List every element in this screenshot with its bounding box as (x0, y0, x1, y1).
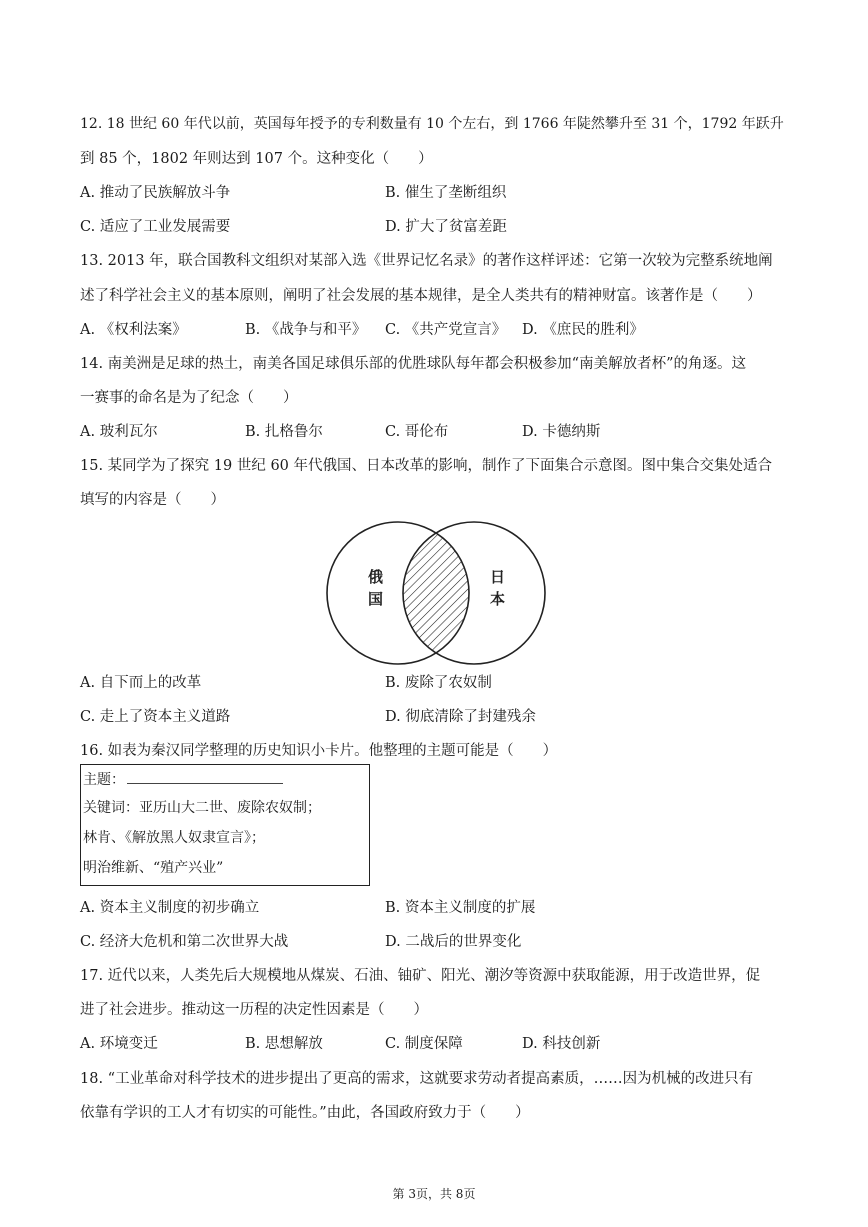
card-topic-label: 主题： (83, 772, 125, 788)
q12-option-c[interactable]: C. 适应了工业发展需要 (80, 219, 231, 235)
q12-option-a[interactable]: A. 推动了民族解放斗争 (80, 185, 231, 201)
q12-option-d[interactable]: D. 扩大了贫富差距 (385, 219, 507, 235)
venn-right-label-1: 日 (490, 568, 506, 586)
page-footer: 第 3页，共 8页 (392, 1187, 476, 1201)
q16-option-b[interactable]: B. 资本主义制度的扩展 (385, 900, 536, 916)
q14-option-b[interactable]: B. 扎格鲁尔 (245, 424, 323, 440)
card-keywords-3: 明治维新、“殖产兴业” (83, 860, 224, 876)
q17-option-d[interactable]: D. 科技创新 (522, 1036, 601, 1052)
q17-stem-line2: 进了社会进步。推动这一历程的决定性因素是（ ） (80, 1002, 428, 1018)
venn-svg (318, 518, 554, 668)
q13-option-c[interactable]: C. 《共产党宣言》 (385, 322, 507, 338)
q12-stem-line1: 12. 18 世纪 60 年代以前，英国每年授予的专利数量有 10 个左右，到 1766 年陡然攀升至 31 个，1792 年跃升 (80, 116, 784, 132)
venn-diagram (318, 518, 554, 668)
q17-option-a[interactable]: A. 环境变迁 (80, 1036, 158, 1052)
q16-option-a[interactable]: A. 资本主义制度的初步确立 (80, 900, 260, 916)
q15-option-a[interactable]: A. 自下而上的改革 (80, 675, 202, 691)
q17-option-b[interactable]: B. 思想解放 (245, 1036, 323, 1052)
knowledge-card (80, 764, 370, 886)
q15-option-c[interactable]: C. 走上了资本主义道路 (80, 709, 231, 725)
q18-stem-line2: 依靠有学识的工人才有切实的可能性。”由此，各国政府致力于（ ） (80, 1105, 530, 1121)
q13-stem-line2: 述了科学社会主义的基本原则，阐明了社会发展的基本规律，是全人类共有的精神财富。该著作是（ ） (80, 288, 762, 304)
q18-stem-line1: 18. “工业革命对科学技术的进步提出了更高的需求，这就要求劳动者提高素质，……因为机械的改进只有 (80, 1071, 754, 1087)
venn-left-label-1: 俄 (368, 568, 384, 586)
q13-option-b[interactable]: B. 《战争与和平》 (245, 322, 367, 338)
q13-option-d[interactable]: D. 《庶民的胜利》 (522, 322, 644, 338)
card-keywords-1: 关键词：亚历山大二世、废除农奴制； (83, 800, 321, 816)
q16-stem-line1: 16. 如表为秦汉同学整理的历史知识小卡片。他整理的主题可能是（ ） (80, 743, 558, 759)
q14-stem-line2: 一赛事的命名是为了纪念（ ） (80, 390, 298, 406)
q15-option-b[interactable]: B. 废除了农奴制 (385, 675, 492, 691)
q16-option-d[interactable]: D. 二战后的世界变化 (385, 934, 522, 950)
q15-option-d[interactable]: D. 彻底清除了封建残余 (385, 709, 536, 725)
q15-stem-line2: 填写的内容是（ ） (80, 492, 225, 508)
card-keywords-2: 林肯、《解放黑人奴隶宣言》； (83, 830, 265, 846)
q13-option-a[interactable]: A. 《权利法案》 (80, 322, 187, 338)
q14-option-a[interactable]: A. 玻利瓦尔 (80, 424, 158, 440)
q13-stem-line1: 13. 2013 年，联合国教科文组织对某部入选《世界记忆名录》的著作这样评述：它第一次较为完整系统地阐 (80, 253, 773, 269)
q14-option-d[interactable]: D. 卡德纳斯 (522, 424, 601, 440)
q16-option-c[interactable]: C. 经济大危机和第二次世界大战 (80, 934, 289, 950)
q15-stem-line1: 15. 某同学为了探究 19 世纪 60 年代俄国、日本改革的影响，制作了下面集合示意图。图中集合交集处适合 (80, 458, 773, 474)
venn-right-label-2: 本 (490, 590, 506, 608)
q14-option-c[interactable]: C. 哥伦布 (385, 424, 449, 440)
q17-option-c[interactable]: C. 制度保障 (385, 1036, 463, 1052)
q12-stem-line2: 到 85 个，1802 年则达到 107 个。这种变化（ ） (80, 151, 433, 167)
card-topic-row (83, 769, 283, 789)
q14-stem-line1: 14. 南美洲是足球的热土，南美各国足球俱乐部的优胜球队每年都会积极参加“南美解放者杯”的角逐。这 (80, 356, 746, 372)
q12-option-b[interactable]: B. 催生了垄断组织 (385, 185, 507, 201)
q17-stem-line1: 17. 近代以来，人类先后大规模地从煤炭、石油、铀矿、阳光、潮汐等资源中获取能源，用于改造世界，促 (80, 968, 761, 984)
card-topic-blank[interactable] (127, 769, 283, 784)
venn-left-label-2: 国 (368, 590, 384, 608)
